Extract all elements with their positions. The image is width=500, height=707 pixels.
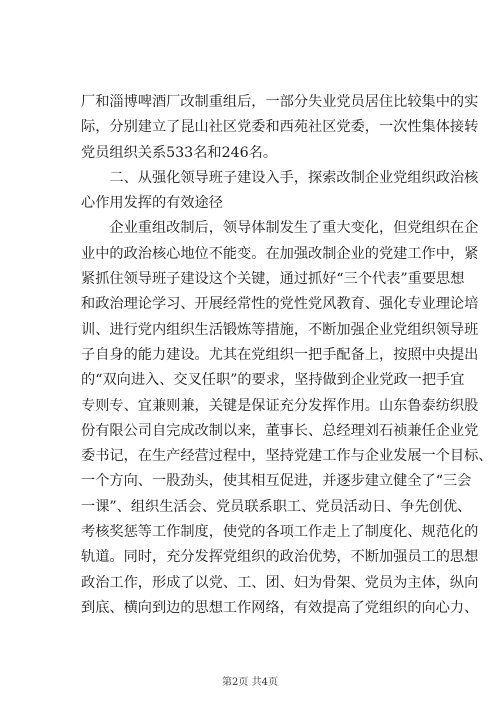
text-line: 一个方向、一股劲头，使其相互促进，并逐步建立健全了“三会 xyxy=(81,473,472,490)
text-line: 紧抓住领导班子建设这个关键，通过抓好“三个代表”重要思想 xyxy=(81,271,465,288)
text-line: 政治工作，形成了以党、工、团、妇为骨架、党员为主体，纵向 xyxy=(81,574,479,591)
text-line: 际，分别建立了昆山社区党委和西苑社区党委，一次性集体接转 xyxy=(81,119,479,136)
text-line: 业中的政治核心地位不能变。在加强改制企业的党建工作中，紧 xyxy=(81,245,479,262)
text-line: 轨道。同时，充分发挥党组织的政治优势，不断加强员工的思想 xyxy=(81,549,479,566)
text-line: 心作用发挥的有效途径 xyxy=(81,195,223,212)
text-line: 专则专、宜兼则兼，关键是保证充分发挥作用。山东鲁泰纺织股 xyxy=(81,397,479,414)
text-line: 二、从强化领导班子建设入手，探索改制企业党组织政治核 xyxy=(81,169,479,186)
text-line: 训、进行党内组织生活锻炼等措施，不断加强企业党组织领导班 xyxy=(81,321,479,338)
text-line: 和政治理论学习、开展经常性的党性党风教育、强化专业理论培 xyxy=(81,296,479,313)
text-line: 考核奖惩等工作制度，使党的各项工作走上了制度化、规范化的 xyxy=(81,524,479,541)
text-line: 份有限公司自完成改制以来，董事长、总经理刘石祯兼任企业党 xyxy=(81,422,479,439)
text-line: 子自身的能力建设。尤其在党组织一把手配备上，按照中央提出 xyxy=(81,346,479,363)
text-line: 一课”、组织生活会、党员联系职工、党员活动日、争先创优、 xyxy=(81,498,472,515)
text-line: 的“双向进入、交叉任职”的要求，坚持做到企业党政一把手宜 xyxy=(81,372,465,389)
text-line: 党员组织关系533名和246名。 xyxy=(81,144,278,161)
text-line: 委书记，在生产经营过程中，坚持党建工作与企业发展一个目标、 xyxy=(81,448,493,465)
page-footer: 第2页 共4页 xyxy=(222,677,278,688)
text-line: 到底、横向到边的思想工作网络，有效提高了党组织的向心力、 xyxy=(81,599,479,616)
text-line: 厂和淄博啤酒厂改制重组后，一部分失业党员居住比较集中的实 xyxy=(81,94,479,110)
text-line: 企业重组改制后，领导体制发生了重大变化，但党组织在企 xyxy=(81,220,479,237)
body-text xyxy=(81,90,493,621)
